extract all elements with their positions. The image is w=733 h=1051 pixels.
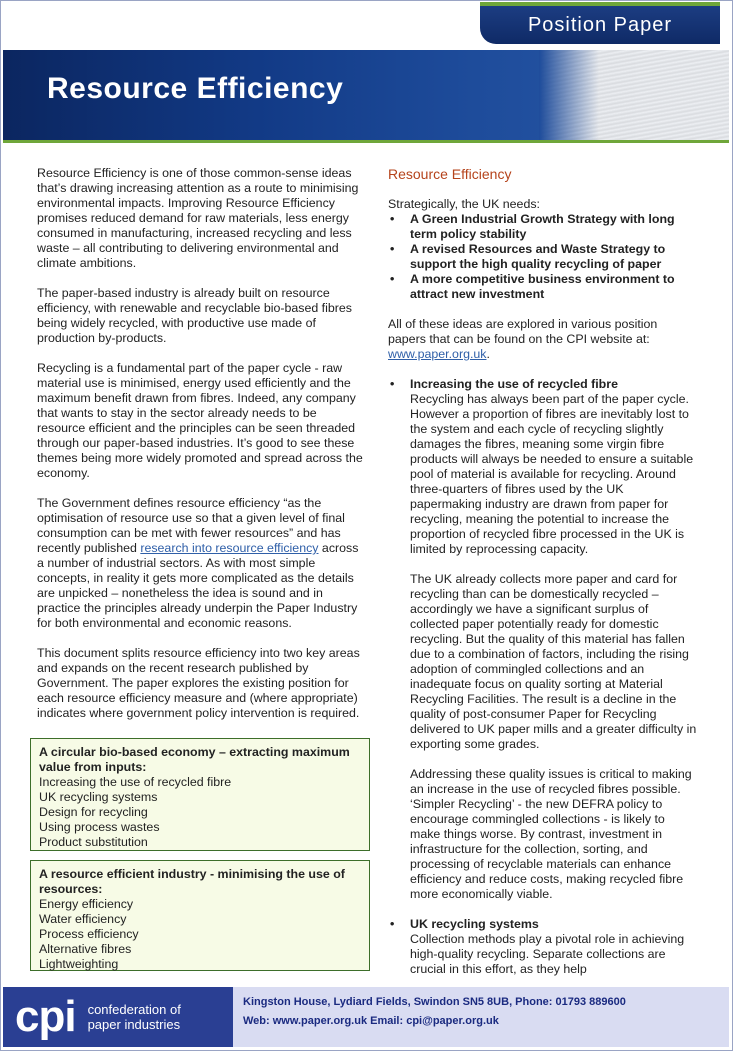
cpi-website-link[interactable]: www.paper.org.uk bbox=[388, 347, 487, 361]
fibre-paragraph-3: Addressing these quality issues is critical to making an increase in the use of recycled fibres possible. ‘Simpler Recycling’ - the new DEFRA policy to encourage commingled collections - is likely to make things worse. By contrast, investment in infrastructure for the collection, sorting, and processing of recyclable materials can enhance efficiency and reduce costs, making recycled fibre more economically viable. bbox=[410, 767, 692, 901]
document-paragraph: This document splits resource efficiency into two key areas and expands on the recent research published by Government. The paper explores the existing position for each resource efficiency measure and (where appropriate) indicates where government policy intervention is required. bbox=[37, 646, 360, 720]
paper-stack-image bbox=[539, 50, 729, 140]
footer-address: Kingston House, Lydiard Fields, Swindon SN5 8UB, Phone: 01793 889600 bbox=[243, 996, 626, 1008]
right-column bbox=[388, 166, 698, 977]
recycling-systems-section bbox=[388, 917, 698, 977]
box-title: A resource efficient industry - minimising the use of resources: bbox=[39, 867, 345, 896]
box-item: Product substitution bbox=[39, 835, 148, 849]
systems-paragraph: Collection methods play a pivotal role in achieving high-quality recycling. Separate collections are crucial in this effort, as they help bbox=[410, 932, 685, 976]
recycled-fibre-section bbox=[388, 377, 698, 902]
government-text-a: The Government defines resource efficiency “as the optimisation of resource use so that a given level of final consumption can be met with fewer resources” and has recently published bbox=[37, 496, 345, 555]
box-item: UK recycling systems bbox=[39, 790, 158, 804]
footer-contact: Web: www.paper.org.uk Email: cpi@paper.org.uk bbox=[243, 1015, 499, 1027]
recycling-paragraph: Recycling is a fundamental part of the paper cycle - raw material use is minimised, energy used efficiently and the maximum benefit drawn from fibres. Indeed, any company that wants to stay in the sector already needs to be resource efficient and the principles can be seen threaded through our paper-based industries. It’s good to see these themes being more widely promoted and spread across the economy. bbox=[37, 361, 363, 480]
needs-intro: Strategically, the UK needs: bbox=[388, 197, 540, 211]
position-paper-badge: Position Paper bbox=[480, 2, 720, 44]
circular-economy-box bbox=[30, 738, 370, 851]
section-title: Resource Efficiency bbox=[388, 166, 512, 182]
cpi-logo-mark: cpi bbox=[15, 992, 76, 1041]
industry-paragraph: The paper-based industry is already built on resource efficiency, with renewable and recyclable bio-based fibres being widely recycled, with productive use made of production by-products. bbox=[37, 286, 352, 345]
fibre-paragraph-2: The UK already collects more paper and card for recycling than can be domestically recycled – accordingly we have a significant surplus of collected paper potentially ready for domestic recycling. But the quality of this material has fallen due to a combination of factors, including the rising adoption of commingled collections and an inadequate focus on quality sorting at Material Recycling Facilities. The result is a decline in the quality of post-consumer Paper for Recycling delivered to UK paper mills and a greater difficulty in exporting some grades. bbox=[410, 572, 697, 751]
cpi-logo-text bbox=[88, 1002, 181, 1032]
efficient-industry-box bbox=[30, 860, 370, 971]
section-heading: • UK recycling systems bbox=[410, 917, 539, 931]
government-text-b: across a number of industrial sectors. As with most simple concepts, in reality it gets more complicated as the details are unpicked – nonetheless the idea is sound and in practice the principles already underpin the Paper Industry for both environmental and economic reasons. bbox=[37, 541, 359, 630]
box-item: Using process wastes bbox=[39, 820, 160, 834]
explore-text: All of these ideas are explored in various position papers that can be found on the CPI website at: bbox=[388, 317, 658, 346]
divider bbox=[3, 140, 729, 143]
box-title: A circular bio-based economy – extracting maximum value from inputs: bbox=[39, 745, 350, 774]
intro-paragraph: Resource Efficiency is one of those common-sense ideas that’s drawing increasing attention as a route to minimising environmental impacts. Improving Resource Efficiency promises reduced demand for raw materials, less energy consumed in manufacturing, increased recycling and less waste – all contributing to delivering environmental and climate ambitions. bbox=[37, 166, 359, 270]
explore-paragraph bbox=[388, 317, 698, 362]
footer bbox=[3, 987, 729, 1047]
title-banner bbox=[3, 50, 729, 140]
org-name-line: paper industries bbox=[87, 1017, 181, 1032]
government-paragraph bbox=[37, 496, 363, 631]
box-item: Water efficiency bbox=[39, 912, 127, 926]
box-item: Lightweighting bbox=[39, 957, 119, 971]
left-column bbox=[37, 166, 363, 736]
box-item: Design for recycling bbox=[39, 805, 148, 819]
needs-list bbox=[388, 212, 698, 302]
research-link[interactable]: research into resource efficiency bbox=[140, 541, 319, 555]
box-item: Energy efficiency bbox=[39, 897, 134, 911]
needs-item: • A Green Industrial Growth Strategy with long term policy stability bbox=[388, 212, 698, 242]
cpi-logo bbox=[3, 987, 233, 1047]
box-item: Alternative fibres bbox=[39, 942, 132, 956]
box-item: Process efficiency bbox=[39, 927, 139, 941]
needs-item: • A more competitive business environment to attract new investment bbox=[388, 272, 698, 302]
page-title: Resource Efficiency bbox=[47, 72, 344, 105]
explore-text-end: . bbox=[486, 347, 490, 361]
box-item: Increasing the use of recycled fibre bbox=[39, 775, 232, 789]
fibre-paragraph-1: Recycling has always been part of the paper cycle. However a proportion of fibres are inevitably lost to the system and each cycle of recycling slightly damages the fibres, meaning some virgin fibre products will always be needed to ensure a suitable pool of material is available for recycling. Around three-quarters of fibres used by the UK papermaking industry are drawn from paper for recycling, meaning the potential to increase the proportion of recycled fibre processed in the UK is limited by reprocessing capacity. bbox=[410, 392, 694, 556]
needs-item: • A revised Resources and Waste Strategy to support the high quality recycling of paper bbox=[388, 242, 698, 272]
org-name-line: confederation of bbox=[87, 1002, 181, 1017]
section-heading: • Increasing the use of recycled fibre bbox=[410, 377, 618, 391]
